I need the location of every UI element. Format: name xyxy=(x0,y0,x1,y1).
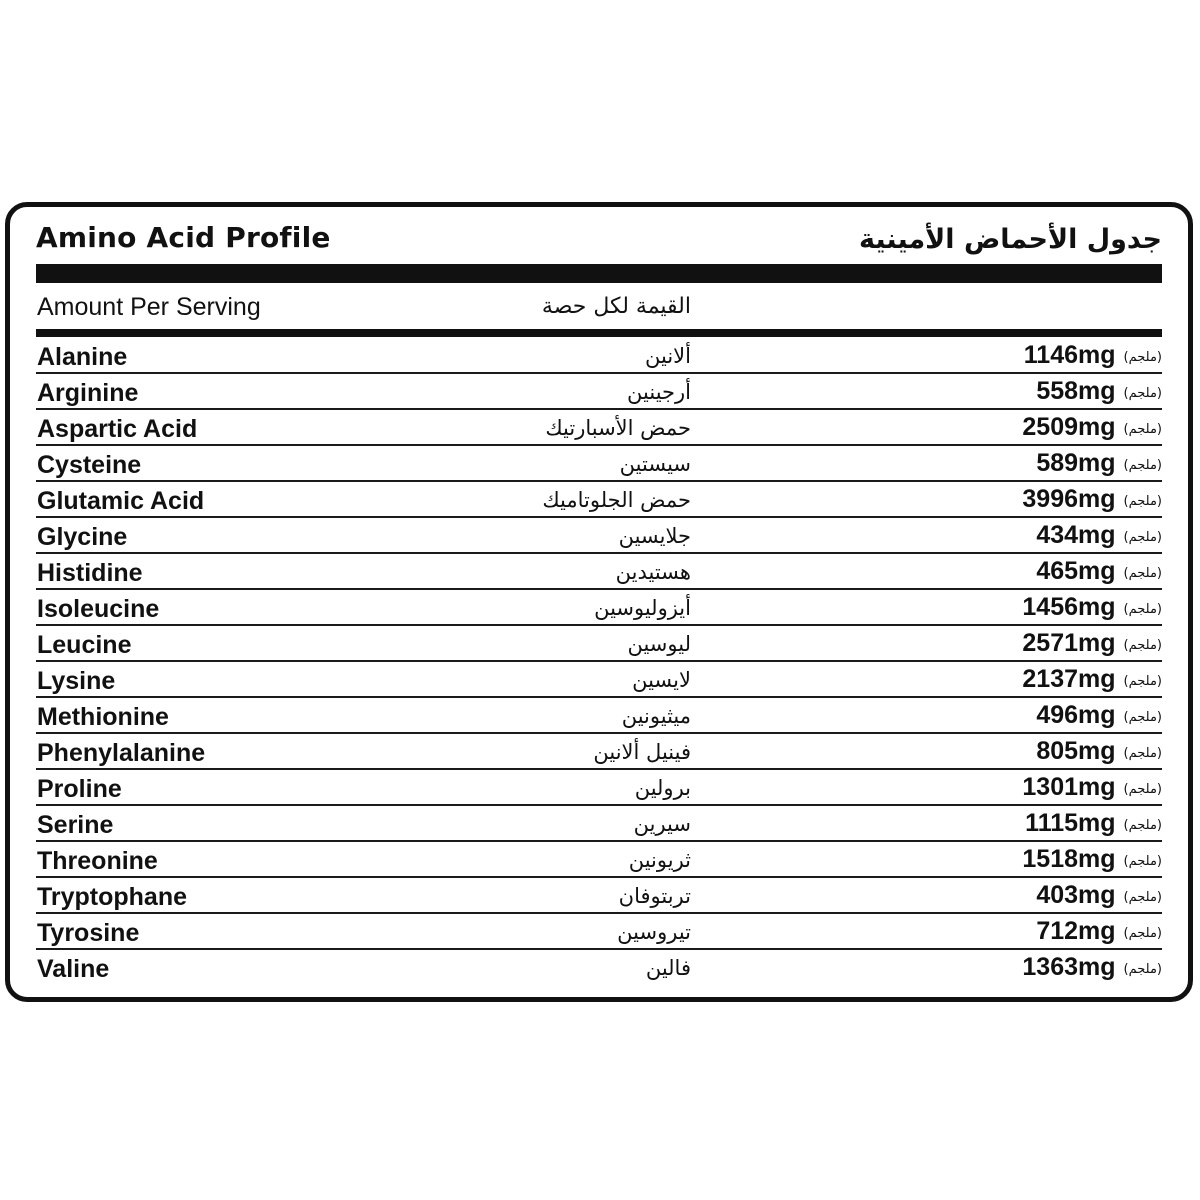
unit-label-ar: (ملجم) xyxy=(1123,458,1162,473)
title-ar: جدول الأحماض الأمينية xyxy=(859,224,1162,255)
unit-label-ar: (ملجم) xyxy=(1123,782,1162,797)
table-row xyxy=(36,518,1162,554)
unit-label-ar: (ملجم) xyxy=(1123,494,1162,509)
amount-cell xyxy=(1036,734,1162,768)
amount-cell xyxy=(1024,338,1162,372)
amount-cell xyxy=(1025,806,1162,840)
amount-value: 434mg xyxy=(1036,521,1116,549)
amino-acid-name-ar: برولين xyxy=(634,776,691,800)
amino-acid-name-ar: ميثيونين xyxy=(621,704,691,728)
amino-acid-name-ar: ثريونين xyxy=(628,848,691,872)
amino-acid-name-ar: حمض الأسبارتيك xyxy=(545,416,691,440)
amino-acid-name-ar: حمض الجلوتاميك xyxy=(542,488,691,512)
amino-acid-name-ar: أيزوليوسين xyxy=(594,596,691,620)
amount-cell xyxy=(1022,482,1162,516)
amount-value: 496mg xyxy=(1036,701,1116,729)
table-row xyxy=(36,590,1162,626)
table-row xyxy=(36,734,1162,770)
table-row xyxy=(36,770,1162,806)
amount-value: 805mg xyxy=(1036,737,1116,765)
amino-acid-name-ar: لايسين xyxy=(632,668,691,692)
amount-cell xyxy=(1036,374,1162,408)
amount-value: 1115mg xyxy=(1025,809,1116,837)
amino-acid-name-en: Proline xyxy=(37,775,122,803)
amino-acid-name-en: Methionine xyxy=(37,703,169,731)
unit-label-ar: (ملجم) xyxy=(1123,710,1162,725)
unit-label-ar: (ملجم) xyxy=(1123,962,1162,977)
amino-acid-name-ar: سيرين xyxy=(633,812,691,836)
amino-acid-name-en: Leucine xyxy=(37,631,132,659)
unit-label-ar: (ملجم) xyxy=(1123,350,1162,365)
amino-acid-name-ar: ألانين xyxy=(645,344,691,368)
unit-label-ar: (ملجم) xyxy=(1123,386,1162,401)
unit-label-ar: (ملجم) xyxy=(1123,602,1162,617)
amino-acid-name-en: Histidine xyxy=(37,559,143,587)
amino-acid-name-en: Arginine xyxy=(37,379,139,407)
table-row xyxy=(36,338,1162,374)
header-divider-thick xyxy=(36,264,1162,283)
table-row xyxy=(36,806,1162,842)
amino-acid-name-ar: فالين xyxy=(645,956,691,980)
table-row xyxy=(36,482,1162,518)
table-row xyxy=(36,662,1162,698)
amount-cell xyxy=(1022,770,1162,804)
amino-acid-name-en: Threonine xyxy=(37,847,158,875)
amino-acid-name-en: Isoleucine xyxy=(37,595,160,623)
amino-acid-name-ar: تيروسين xyxy=(617,920,691,944)
amount-cell xyxy=(1036,878,1162,912)
unit-label-ar: (ملجم) xyxy=(1123,566,1162,581)
table-row xyxy=(36,842,1162,878)
amino-acid-name-en: Serine xyxy=(37,811,114,839)
table-row xyxy=(36,410,1162,446)
amount-cell xyxy=(1036,554,1162,588)
table-row xyxy=(36,914,1162,950)
amount-cell xyxy=(1036,914,1162,948)
amount-cell xyxy=(1036,698,1162,732)
amount-cell xyxy=(1022,950,1162,984)
amount-cell xyxy=(1036,446,1162,480)
header-divider-medium xyxy=(36,329,1162,337)
amino-acid-name-ar: هستيدين xyxy=(615,560,691,584)
table-row xyxy=(36,554,1162,590)
amino-acid-name-en: Glycine xyxy=(37,523,128,551)
amino-acid-name-ar: ليوسين xyxy=(627,632,691,656)
amount-cell xyxy=(1036,518,1162,552)
table-row xyxy=(36,374,1162,410)
table-row xyxy=(36,446,1162,482)
amino-acid-list xyxy=(36,338,1162,986)
amino-acid-name-ar: جلايسين xyxy=(618,524,691,548)
amino-acid-name-en: Lysine xyxy=(37,667,116,695)
amino-acid-name-en: Glutamic Acid xyxy=(37,487,205,515)
amount-value: 1301mg xyxy=(1022,773,1116,801)
amount-cell xyxy=(1022,410,1162,444)
amount-value: 2137mg xyxy=(1022,665,1116,693)
amount-value: 1456mg xyxy=(1022,593,1116,621)
amino-acid-name-en: Cysteine xyxy=(37,451,142,479)
amino-acid-name-ar: أرجينين xyxy=(627,380,691,404)
amount-cell xyxy=(1022,590,1162,624)
amino-acid-name-en: Aspartic Acid xyxy=(37,415,198,443)
amount-value: 1518mg xyxy=(1022,845,1116,873)
amino-acid-name-en: Phenylalanine xyxy=(37,739,206,767)
unit-label-ar: (ملجم) xyxy=(1123,818,1162,833)
amount-value: 558mg xyxy=(1036,377,1116,405)
unit-label-ar: (ملجم) xyxy=(1123,854,1162,869)
unit-label-ar: (ملجم) xyxy=(1123,890,1162,905)
table-row xyxy=(36,698,1162,734)
amount-value: 2571mg xyxy=(1022,629,1116,657)
amount-value: 712mg xyxy=(1036,917,1116,945)
amount-cell xyxy=(1022,842,1162,876)
amino-acid-name-en: Valine xyxy=(37,955,110,983)
unit-label-ar: (ملجم) xyxy=(1123,638,1162,653)
amount-value: 403mg xyxy=(1036,881,1116,909)
amino-acid-name-en: Tyrosine xyxy=(37,919,140,947)
amount-value: 1146mg xyxy=(1023,341,1116,369)
amount-cell xyxy=(1022,626,1162,660)
amount-value: 589mg xyxy=(1036,449,1116,477)
table-row xyxy=(36,626,1162,662)
amino-acid-name-ar: فينيل ألانين xyxy=(593,740,691,764)
table-row xyxy=(36,878,1162,914)
amount-value: 3996mg xyxy=(1022,485,1116,513)
amino-acid-name-en: Alanine xyxy=(37,343,128,371)
amount-cell xyxy=(1022,662,1162,696)
unit-label-ar: (ملجم) xyxy=(1123,926,1162,941)
amount-per-serving-ar: القيمة لكل حصة xyxy=(541,294,691,319)
amino-acid-name-ar: سيستين xyxy=(619,452,691,476)
amount-value: 1363mg xyxy=(1022,953,1116,981)
amount-value: 465mg xyxy=(1036,557,1116,585)
unit-label-ar: (ملجم) xyxy=(1123,422,1162,437)
title-en: Amino Acid Profile xyxy=(36,221,331,254)
amino-acid-name-en: Tryptophane xyxy=(37,883,188,911)
amount-value: 2509mg xyxy=(1022,413,1116,441)
unit-label-ar: (ملجم) xyxy=(1123,674,1162,689)
amino-acid-panel xyxy=(5,202,1193,1002)
unit-label-ar: (ملجم) xyxy=(1123,746,1162,761)
table-row xyxy=(36,950,1162,986)
unit-label-ar: (ملجم) xyxy=(1123,530,1162,545)
amount-per-serving-en: Amount Per Serving xyxy=(37,293,261,321)
amino-acid-name-ar: تربتوفان xyxy=(618,884,691,908)
